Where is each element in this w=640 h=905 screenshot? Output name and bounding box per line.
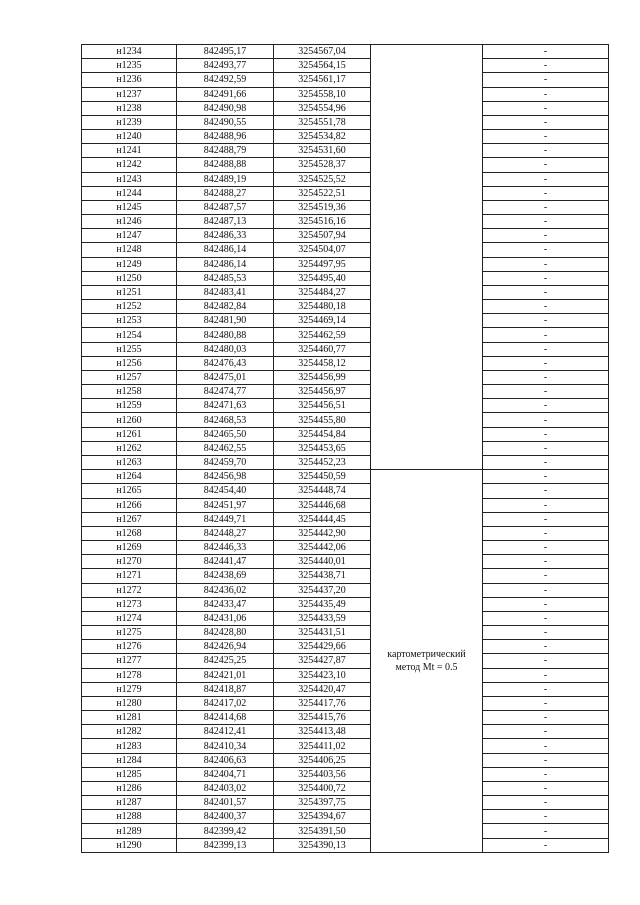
y-coordinate-cell: 3254462,59 [274,328,371,342]
x-coordinate-cell: 842480,88 [177,328,274,342]
y-coordinate-cell: 3254440,01 [274,555,371,569]
note-cell: - [483,115,609,129]
x-coordinate-cell: 842492,59 [177,73,274,87]
x-coordinate-cell: 842490,98 [177,101,274,115]
table-row [82,257,609,271]
note-cell: - [483,455,609,469]
note-cell: - [483,711,609,725]
note-cell: - [483,45,609,59]
point-id-cell: н1248 [82,243,177,257]
x-coordinate-cell: 842426,94 [177,640,274,654]
note-cell: - [483,73,609,87]
y-coordinate-cell: 3254454,84 [274,427,371,441]
point-id-cell: н1274 [82,611,177,625]
y-coordinate-cell: 3254525,52 [274,172,371,186]
x-coordinate-cell: 842406,63 [177,753,274,767]
x-coordinate-cell: 842403,02 [177,781,274,795]
x-coordinate-cell: 842487,57 [177,200,274,214]
table-row [82,569,609,583]
point-id-cell: н1237 [82,87,177,101]
point-id-cell: н1244 [82,186,177,200]
y-coordinate-cell: 3254397,75 [274,796,371,810]
note-cell: - [483,441,609,455]
table-row [82,115,609,129]
table-row [82,215,609,229]
note-cell: - [483,271,609,285]
x-coordinate-cell: 842495,17 [177,45,274,59]
point-id-cell: н1256 [82,356,177,370]
table-row [82,271,609,285]
point-id-cell: н1257 [82,370,177,384]
x-coordinate-cell: 842412,41 [177,725,274,739]
x-coordinate-cell: 842485,53 [177,271,274,285]
method-name: картометрический [387,648,466,660]
point-id-cell: н1254 [82,328,177,342]
point-id-cell: н1264 [82,470,177,484]
y-coordinate-cell: 3254504,07 [274,243,371,257]
coordinate-table-body [82,45,609,853]
point-id-cell: н1235 [82,59,177,73]
note-cell: - [483,356,609,370]
x-coordinate-cell: 842486,14 [177,243,274,257]
x-coordinate-cell: 842488,27 [177,186,274,200]
x-coordinate-cell: 842425,25 [177,654,274,668]
note-cell: - [483,257,609,271]
note-cell: - [483,314,609,328]
y-coordinate-cell: 3254456,99 [274,370,371,384]
y-coordinate-cell: 3254567,04 [274,45,371,59]
point-id-cell: н1267 [82,512,177,526]
note-cell: - [483,172,609,186]
table-row [82,739,609,753]
point-id-cell: н1279 [82,682,177,696]
note-cell: - [483,413,609,427]
note-cell: - [483,385,609,399]
y-coordinate-cell: 3254400,72 [274,781,371,795]
note-cell: - [483,470,609,484]
note-cell: - [483,696,609,710]
y-coordinate-cell: 3254495,40 [274,271,371,285]
x-coordinate-cell: 842475,01 [177,370,274,384]
note-cell: - [483,611,609,625]
x-coordinate-cell: 842433,47 [177,597,274,611]
x-coordinate-cell: 842462,55 [177,441,274,455]
y-coordinate-cell: 3254516,16 [274,215,371,229]
table-row [82,597,609,611]
table-row [82,682,609,696]
x-coordinate-cell: 842400,37 [177,810,274,824]
table-row [82,200,609,214]
note-cell: - [483,399,609,413]
table-row [82,455,609,469]
note-cell: - [483,668,609,682]
y-coordinate-cell: 3254438,71 [274,569,371,583]
x-coordinate-cell: 842451,97 [177,498,274,512]
note-cell: - [483,739,609,753]
note-cell: - [483,526,609,540]
note-cell: - [483,512,609,526]
y-coordinate-cell: 3254558,10 [274,87,371,101]
x-coordinate-cell: 842454,40 [177,484,274,498]
table-row [82,172,609,186]
table-row [82,526,609,540]
x-coordinate-cell: 842428,80 [177,626,274,640]
x-coordinate-cell: 842414,68 [177,711,274,725]
table-row [82,314,609,328]
point-id-cell: н1275 [82,626,177,640]
method-cell-empty [371,45,483,470]
x-coordinate-cell: 842404,71 [177,767,274,781]
point-id-cell: н1289 [82,824,177,838]
note-cell: - [483,243,609,257]
note-cell: - [483,654,609,668]
table-row [82,781,609,795]
point-id-cell: н1251 [82,285,177,299]
table-row [82,300,609,314]
y-coordinate-cell: 3254551,78 [274,115,371,129]
x-coordinate-cell: 842486,14 [177,257,274,271]
x-coordinate-cell: 842488,88 [177,158,274,172]
point-id-cell: н1243 [82,172,177,186]
table-row [82,45,609,59]
point-id-cell: н1286 [82,781,177,795]
note-cell: - [483,541,609,555]
point-id-cell: н1250 [82,271,177,285]
x-coordinate-cell: 842482,84 [177,300,274,314]
table-row [82,399,609,413]
y-coordinate-cell: 3254522,51 [274,186,371,200]
point-id-cell: н1261 [82,427,177,441]
table-row [82,484,609,498]
x-coordinate-cell: 842489,19 [177,172,274,186]
y-coordinate-cell: 3254411,02 [274,739,371,753]
table-row [82,753,609,767]
point-id-cell: н1238 [82,101,177,115]
y-coordinate-cell: 3254446,68 [274,498,371,512]
y-coordinate-cell: 3254417,76 [274,696,371,710]
x-coordinate-cell: 842488,96 [177,130,274,144]
x-coordinate-cell: 842446,33 [177,541,274,555]
table-row [82,427,609,441]
x-coordinate-cell: 842465,50 [177,427,274,441]
x-coordinate-cell: 842480,03 [177,342,274,356]
point-id-cell: н1272 [82,583,177,597]
point-id-cell: н1247 [82,229,177,243]
point-id-cell: н1249 [82,257,177,271]
point-id-cell: н1285 [82,767,177,781]
table-row [82,144,609,158]
y-coordinate-cell: 3254480,18 [274,300,371,314]
x-coordinate-cell: 842436,02 [177,583,274,597]
y-coordinate-cell: 3254444,45 [274,512,371,526]
y-coordinate-cell: 3254497,95 [274,257,371,271]
x-coordinate-cell: 842410,34 [177,739,274,753]
x-coordinate-cell: 842476,43 [177,356,274,370]
y-coordinate-cell: 3254394,67 [274,810,371,824]
y-coordinate-cell: 3254455,80 [274,413,371,427]
x-coordinate-cell: 842418,87 [177,682,274,696]
note-cell: - [483,753,609,767]
table-row [82,243,609,257]
table-row [82,441,609,455]
table-row [82,73,609,87]
y-coordinate-cell: 3254427,87 [274,654,371,668]
y-coordinate-cell: 3254420,47 [274,682,371,696]
note-cell: - [483,824,609,838]
y-coordinate-cell: 3254460,77 [274,342,371,356]
note-cell: - [483,328,609,342]
table-row [82,824,609,838]
point-id-cell: н1262 [82,441,177,455]
note-cell: - [483,682,609,696]
note-cell: - [483,796,609,810]
note-cell: - [483,59,609,73]
table-row [82,158,609,172]
x-coordinate-cell: 842486,33 [177,229,274,243]
note-cell: - [483,186,609,200]
note-cell: - [483,597,609,611]
y-coordinate-cell: 3254406,25 [274,753,371,767]
table-row [82,725,609,739]
table-row [82,101,609,115]
point-id-cell: н1278 [82,668,177,682]
table-row [82,583,609,597]
note-cell: - [483,101,609,115]
point-id-cell: н1276 [82,640,177,654]
point-id-cell: н1270 [82,555,177,569]
point-id-cell: н1240 [82,130,177,144]
table-row [82,668,609,682]
table-row [82,342,609,356]
x-coordinate-cell: 842456,98 [177,470,274,484]
y-coordinate-cell: 3254415,76 [274,711,371,725]
note-cell: - [483,285,609,299]
note-cell: - [483,640,609,654]
table-row [82,413,609,427]
y-coordinate-cell: 3254413,48 [274,725,371,739]
point-id-cell: н1245 [82,200,177,214]
note-cell: - [483,300,609,314]
y-coordinate-cell: 3254458,12 [274,356,371,370]
note-cell: - [483,158,609,172]
x-coordinate-cell: 842448,27 [177,526,274,540]
x-coordinate-cell: 842399,42 [177,824,274,838]
x-coordinate-cell: 842493,77 [177,59,274,73]
table-row [82,285,609,299]
table-row [82,470,609,484]
note-cell: - [483,569,609,583]
x-coordinate-cell: 842417,02 [177,696,274,710]
y-coordinate-cell: 3254431,51 [274,626,371,640]
point-id-cell: н1290 [82,838,177,852]
point-id-cell: н1280 [82,696,177,710]
note-cell: - [483,342,609,356]
table-row [82,512,609,526]
point-id-cell: н1266 [82,498,177,512]
method-cell [371,470,483,853]
table-row [82,498,609,512]
coordinate-table-sheet [81,44,603,853]
point-id-cell: н1284 [82,753,177,767]
note-cell: - [483,810,609,824]
y-coordinate-cell: 3254519,36 [274,200,371,214]
y-coordinate-cell: 3254456,51 [274,399,371,413]
table-row [82,87,609,101]
point-id-cell: н1283 [82,739,177,753]
table-row [82,654,609,668]
point-id-cell: н1253 [82,314,177,328]
y-coordinate-cell: 3254423,10 [274,668,371,682]
x-coordinate-cell: 842431,06 [177,611,274,625]
point-id-cell: н1242 [82,158,177,172]
note-cell: - [483,427,609,441]
point-id-cell: н1234 [82,45,177,59]
x-coordinate-cell: 842487,13 [177,215,274,229]
point-id-cell: н1268 [82,526,177,540]
note-cell: - [483,144,609,158]
point-id-cell: н1252 [82,300,177,314]
table-row [82,186,609,200]
x-coordinate-cell: 842490,55 [177,115,274,129]
y-coordinate-cell: 3254469,14 [274,314,371,328]
note-cell: - [483,215,609,229]
y-coordinate-cell: 3254507,94 [274,229,371,243]
point-id-cell: н1255 [82,342,177,356]
point-id-cell: н1277 [82,654,177,668]
table-row [82,611,609,625]
table-row [82,796,609,810]
note-cell: - [483,370,609,384]
x-coordinate-cell: 842441,47 [177,555,274,569]
x-coordinate-cell: 842471,63 [177,399,274,413]
table-row [82,229,609,243]
note-cell: - [483,725,609,739]
x-coordinate-cell: 842459,70 [177,455,274,469]
y-coordinate-cell: 3254429,66 [274,640,371,654]
note-cell: - [483,626,609,640]
point-id-cell: н1236 [82,73,177,87]
note-cell: - [483,767,609,781]
y-coordinate-cell: 3254442,06 [274,541,371,555]
point-id-cell: н1287 [82,796,177,810]
x-coordinate-cell: 842488,79 [177,144,274,158]
y-coordinate-cell: 3254456,97 [274,385,371,399]
point-id-cell: н1281 [82,711,177,725]
table-row [82,370,609,384]
y-coordinate-cell: 3254453,65 [274,441,371,455]
table-row [82,810,609,824]
x-coordinate-cell: 842438,69 [177,569,274,583]
y-coordinate-cell: 3254452,23 [274,455,371,469]
x-coordinate-cell: 842474,77 [177,385,274,399]
table-row [82,130,609,144]
table-row [82,696,609,710]
y-coordinate-cell: 3254561,17 [274,73,371,87]
point-id-cell: н1260 [82,413,177,427]
point-id-cell: н1263 [82,455,177,469]
note-cell: - [483,838,609,852]
note-cell: - [483,87,609,101]
y-coordinate-cell: 3254448,74 [274,484,371,498]
table-row [82,626,609,640]
table-row [82,541,609,555]
note-cell: - [483,555,609,569]
x-coordinate-cell: 842399,13 [177,838,274,852]
point-id-cell: н1246 [82,215,177,229]
table-row [82,767,609,781]
x-coordinate-cell: 842491,66 [177,87,274,101]
y-coordinate-cell: 3254391,50 [274,824,371,838]
y-coordinate-cell: 3254442,90 [274,526,371,540]
y-coordinate-cell: 3254528,37 [274,158,371,172]
y-coordinate-cell: 3254435,49 [274,597,371,611]
y-coordinate-cell: 3254554,96 [274,101,371,115]
x-coordinate-cell: 842449,71 [177,512,274,526]
note-cell: - [483,583,609,597]
table-row [82,356,609,370]
point-id-cell: н1241 [82,144,177,158]
y-coordinate-cell: 3254450,59 [274,470,371,484]
note-cell: - [483,484,609,498]
point-id-cell: н1288 [82,810,177,824]
point-id-cell: н1269 [82,541,177,555]
note-cell: - [483,130,609,144]
table-row [82,59,609,73]
table-row [82,640,609,654]
note-cell: - [483,781,609,795]
y-coordinate-cell: 3254403,56 [274,767,371,781]
point-id-cell: н1259 [82,399,177,413]
point-id-cell: н1265 [82,484,177,498]
method-accuracy: метод Mt = 0.5 [395,661,458,673]
note-cell: - [483,200,609,214]
x-coordinate-cell: 842483,41 [177,285,274,299]
x-coordinate-cell: 842421,01 [177,668,274,682]
note-cell: - [483,498,609,512]
point-id-cell: н1239 [82,115,177,129]
table-row [82,328,609,342]
y-coordinate-cell: 3254534,82 [274,130,371,144]
point-id-cell: н1282 [82,725,177,739]
coordinate-table [81,44,609,853]
table-row [82,711,609,725]
point-id-cell: н1271 [82,569,177,583]
table-row [82,838,609,852]
y-coordinate-cell: 3254484,27 [274,285,371,299]
y-coordinate-cell: 3254531,60 [274,144,371,158]
y-coordinate-cell: 3254437,20 [274,583,371,597]
y-coordinate-cell: 3254390,13 [274,838,371,852]
point-id-cell: н1258 [82,385,177,399]
y-coordinate-cell: 3254564,15 [274,59,371,73]
x-coordinate-cell: 842481,90 [177,314,274,328]
note-cell: - [483,229,609,243]
table-row [82,385,609,399]
y-coordinate-cell: 3254433,59 [274,611,371,625]
x-coordinate-cell: 842468,53 [177,413,274,427]
x-coordinate-cell: 842401,57 [177,796,274,810]
table-row [82,555,609,569]
point-id-cell: н1273 [82,597,177,611]
